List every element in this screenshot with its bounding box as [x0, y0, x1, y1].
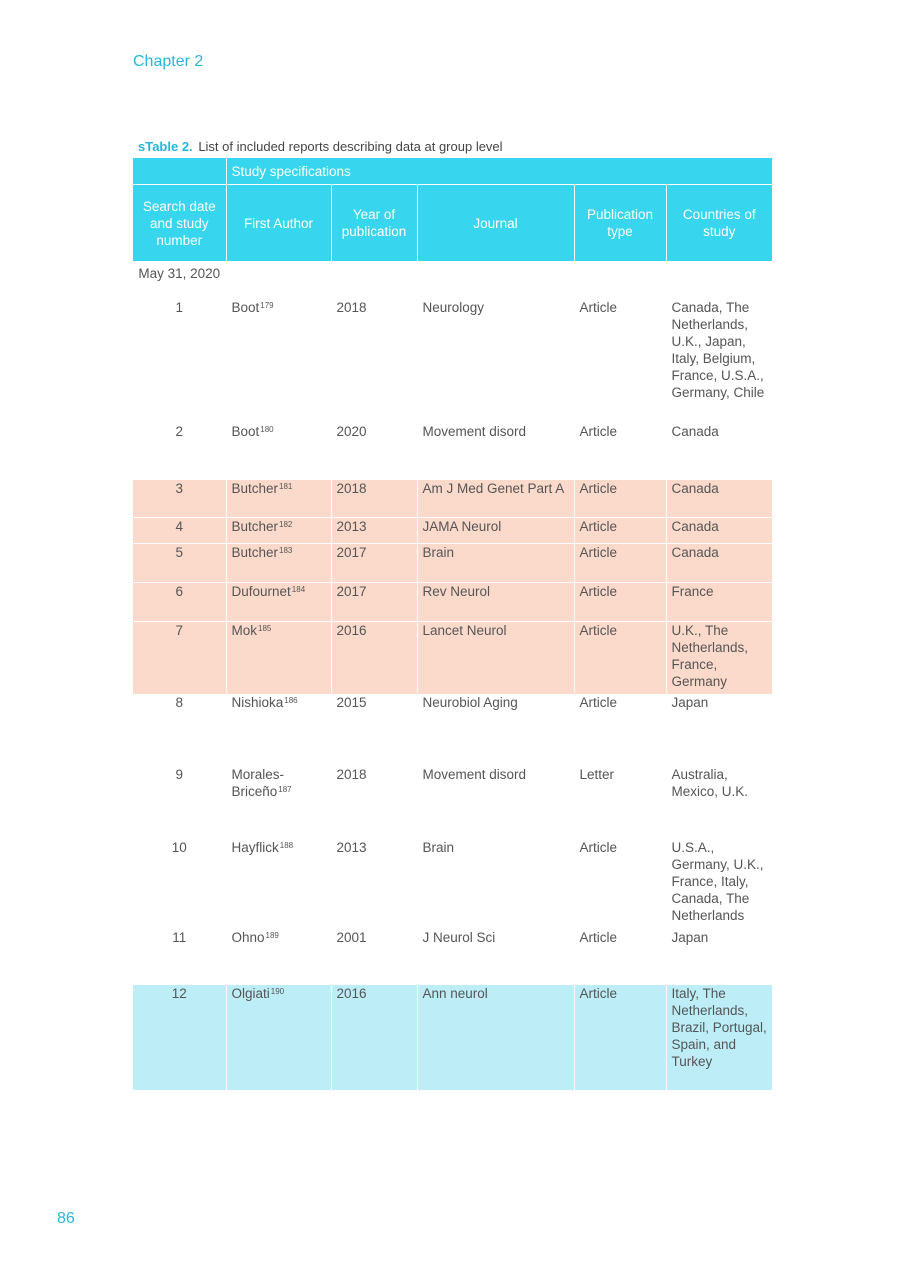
study-number: 11 — [172, 930, 187, 945]
first-author: Butcher$^{181}$ — [226, 479, 331, 517]
study-number: 4 — [133, 517, 226, 543]
year: 2013 — [331, 517, 417, 543]
first-author: Olgiati$^{190}$ — [226, 985, 331, 1090]
year: 2016 — [331, 621, 417, 694]
publication-type: Article — [574, 543, 666, 582]
journal: J Neurol Sci — [417, 929, 574, 985]
chapter-title: Chapter 2 — [133, 53, 204, 70]
year: 2017 — [331, 543, 417, 582]
study-specifications-header: Study specifications — [226, 158, 772, 185]
first-author: Boot$^{180}$ — [226, 423, 331, 479]
first-author: Mok$^{185}$ — [226, 621, 331, 694]
countries: Japan — [666, 694, 772, 766]
study-number: 1 — [175, 300, 183, 315]
journal: Neurobiol Aging — [417, 694, 574, 766]
header-blank-cell — [133, 158, 226, 185]
reference-number: 184 — [291, 584, 306, 594]
col-header-publication-type: Publication type — [574, 185, 666, 262]
study-number: 12 — [133, 985, 226, 1090]
table-caption — [138, 139, 503, 154]
publication-type: Article — [574, 985, 666, 1090]
study-number: 5 — [133, 543, 226, 582]
col-header-year: Year of publication — [331, 185, 417, 262]
reference-number: 181 — [279, 481, 293, 491]
countries: Canada — [666, 517, 772, 543]
col-header-countries: Countries of study — [666, 185, 772, 262]
study-number: 7 — [133, 621, 226, 694]
reference-number: 188 — [279, 841, 294, 850]
countries: Canada, The Netherlands, U.K., Japan, Italy, Belgium, France, U.S.A., Germany, Chile — [666, 299, 772, 423]
journal: Movement disord — [417, 766, 574, 839]
journal: Rev Neurol — [417, 582, 574, 621]
search-date: May 31, 2020 — [138, 266, 221, 281]
countries: France — [666, 582, 772, 621]
journal: Brain — [417, 543, 574, 582]
publication-type: Article — [574, 621, 666, 694]
year: 2018 — [331, 479, 417, 517]
reference-number: 187 — [278, 785, 292, 794]
year: 2020 — [331, 423, 417, 479]
countries: Italy, The Netherlands, Brazil, Portugal, Spain, and Turkey — [666, 985, 772, 1090]
study-number: 9 — [175, 767, 183, 782]
first-author: Ohno$^{189}$ — [226, 929, 331, 985]
publication-type: Article — [574, 479, 666, 517]
publication-type: Article — [574, 582, 666, 621]
first-author: Butcher$^{183}$ — [226, 543, 331, 582]
reference-number: 182 — [279, 519, 293, 529]
publication-type: Article — [574, 299, 666, 423]
reference-number: 190 — [270, 987, 285, 996]
journal: Am J Med Genet Part A — [417, 479, 574, 517]
study-number: 10 — [171, 840, 187, 855]
year: 2018 — [331, 299, 417, 423]
year: 2013 — [331, 839, 417, 929]
study-number: 8 — [175, 695, 183, 710]
countries: Australia, Mexico, U.K. — [666, 766, 772, 839]
study-number: 6 — [133, 582, 226, 621]
reference-number: 179 — [260, 301, 274, 310]
countries: Japan — [666, 929, 772, 985]
table-caption-label: sTable 2. — [138, 139, 193, 154]
year: 2018 — [331, 766, 417, 839]
reference-number: 189 — [265, 931, 279, 940]
col-header-journal: Journal — [417, 185, 574, 262]
first-author: Boot$^{179}$ — [226, 299, 331, 423]
year: 2001 — [331, 929, 417, 985]
countries: Canada — [666, 423, 772, 479]
reference-number: 180 — [260, 425, 274, 434]
study-number: 3 — [133, 479, 226, 517]
first-author: Nishioka$^{186}$ — [226, 694, 331, 766]
first-author: Hayflick$^{188}$ — [226, 839, 331, 929]
reference-number: 185 — [258, 623, 272, 633]
first-author: Morales-Briceño$^{187}$ — [226, 766, 331, 839]
publication-type: Article — [574, 839, 666, 929]
publication-type: Article — [574, 694, 666, 766]
publication-type: Article — [574, 517, 666, 543]
table-caption-text: List of included reports describing data at group level — [198, 139, 503, 154]
first-author: Butcher$^{182}$ — [226, 517, 331, 543]
journal: Neurology — [417, 299, 574, 423]
publication-type: Letter — [574, 766, 666, 839]
page-number: 86 — [57, 1210, 75, 1227]
year: 2015 — [331, 694, 417, 766]
reference-number: 183 — [279, 545, 293, 555]
journal: Brain — [417, 839, 574, 929]
countries: Canada — [666, 479, 772, 517]
publication-type: Article — [574, 423, 666, 479]
year: 2017 — [331, 582, 417, 621]
countries: U.K., The Netherlands, France, Germany — [666, 621, 772, 694]
journal: Movement disord — [417, 423, 574, 479]
study-number: 2 — [175, 424, 183, 439]
journal: Lancet Neurol — [417, 621, 574, 694]
year: 2016 — [331, 985, 417, 1090]
col-header-first-author: First Author — [226, 185, 331, 262]
journal: Ann neurol — [417, 985, 574, 1090]
included-reports-table — [133, 158, 772, 1090]
countries: Canada — [666, 543, 772, 582]
journal: JAMA Neurol — [417, 517, 574, 543]
first-author: Dufournet$^{184}$ — [226, 582, 331, 621]
reference-number: 186 — [284, 696, 298, 705]
countries: U.S.A., Germany, U.K., France, Italy, Canada, The Netherlands — [666, 839, 772, 929]
publication-type: Article — [574, 929, 666, 985]
col-header-search-date: Search date and study number — [133, 185, 226, 262]
